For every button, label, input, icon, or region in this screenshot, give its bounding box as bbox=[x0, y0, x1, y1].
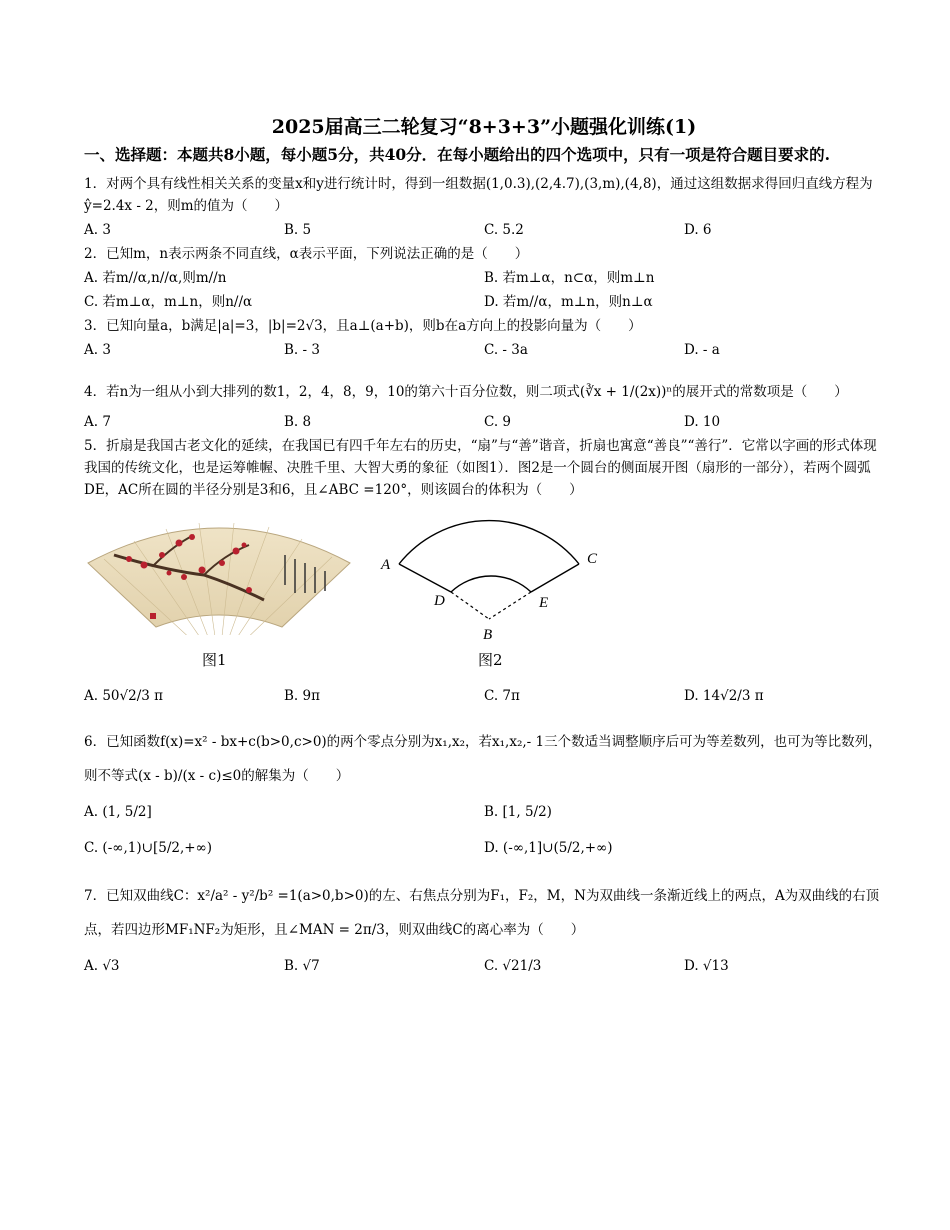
option-d: D. (-∞,1]∪(5/2,+∞) bbox=[484, 840, 613, 856]
section-heading: 一、选择题：本题共8小题，每小题5分，共40分．在每小题给出的四个选项中，只有一项是符合题目要求的. bbox=[84, 145, 831, 164]
question-6-stem: 6．已知函数f(x)=x² - bx+c(b>0,c>0)的两个零点分别为x₁,x₂，若x₁,x₂,- 1三个数适当调整顺序后可为等差数列，也可为等比数列，则不等式(x - b)/(x - c)≤0的解集为（ ） bbox=[84, 734, 882, 784]
option-b: B. 5 bbox=[284, 222, 312, 238]
option-a: A. 若m//α,n//α,则m//n bbox=[84, 270, 227, 286]
question-2-options-row1 bbox=[84, 267, 884, 289]
label-e: E bbox=[539, 595, 549, 611]
option-a: A. 50√2/3 π bbox=[84, 688, 164, 704]
question-4-options bbox=[84, 411, 884, 433]
option-c: C. √21/3 bbox=[484, 958, 542, 974]
question-7-options bbox=[84, 949, 884, 983]
question-5-figures bbox=[84, 507, 884, 677]
option-d: D. 6 bbox=[684, 222, 712, 238]
page-title: 2025届高三二轮复习“8+3+3”小题强化训练(1) bbox=[271, 116, 697, 138]
question-4-stem: 4．若n为一组从小到大排列的数1，2，4，8，9，10的第六十百分位数，则二项式(∛x + 1/(2x))ⁿ的展开式的常数项是（ ） bbox=[84, 384, 848, 400]
option-b: B. 若m⊥α，n⊂α，则m⊥n bbox=[484, 270, 655, 286]
question-1-options bbox=[84, 219, 884, 241]
option-a: A. 7 bbox=[84, 414, 111, 430]
figure-1-caption: 图1 bbox=[202, 651, 227, 669]
option-d: D. 10 bbox=[684, 414, 721, 430]
option-a: A. 3 bbox=[84, 342, 111, 358]
option-a: A. √3 bbox=[84, 958, 120, 974]
option-d: D. 若m//α，m⊥n，则n⊥α bbox=[484, 294, 653, 310]
figure-2-caption: 图2 bbox=[478, 651, 503, 669]
exam-page bbox=[84, 112, 884, 985]
folding-fan-image bbox=[84, 515, 354, 635]
option-b: B. [1, 5/2) bbox=[484, 804, 552, 820]
question-2-stem: 2．已知m，n表示两条不同直线，α表示平面，下列说法正确的是（ ） bbox=[84, 246, 529, 262]
question-3-options bbox=[84, 339, 884, 361]
option-b: B. - 3 bbox=[284, 342, 320, 358]
question-3-stem: 3．已知向量a，b满足|a|=3，|b|=2√3，且a⊥(a+b)，则b在a方向上的投影向量为（ ） bbox=[84, 318, 642, 334]
question-6-options-row1 bbox=[84, 795, 884, 829]
option-c: C. 若m⊥α，m⊥n，则n//α bbox=[84, 294, 253, 310]
question-2-options-row2 bbox=[84, 291, 884, 313]
option-b: B. √7 bbox=[284, 958, 320, 974]
option-b: B. 9π bbox=[284, 688, 320, 704]
sector-diagram bbox=[379, 507, 609, 642]
option-c: C. - 3a bbox=[484, 342, 528, 358]
option-a: A. 3 bbox=[84, 222, 111, 238]
question-1-stem: 1．对两个具有线性相关关系的变量x和y进行统计时，得到一组数据(1,0.3),(2,4.7),(3,m),(4,8)，通过这组数据求得回归直线方程为ŷ=2.4x - 2，则m的值为（ ） bbox=[84, 176, 873, 214]
option-b: B. 8 bbox=[284, 414, 312, 430]
option-c: C. 9 bbox=[484, 414, 512, 430]
option-c: C. 5.2 bbox=[484, 222, 524, 238]
option-d: D. - a bbox=[684, 342, 720, 358]
question-5-options bbox=[84, 681, 884, 711]
option-c: C. 7π bbox=[484, 688, 520, 704]
label-b: B bbox=[483, 627, 493, 642]
label-c: C bbox=[587, 551, 598, 567]
question-7-stem: 7．已知双曲线C：x²/a² - y²/b² =1(a>0,b>0)的左、右焦点分别为F₁，F₂，M，N为双曲线一条渐近线上的两点，A为双曲线的右顶点，若四边形MF₁NF₂为矩形，且∠MAN = 2π/3，则双曲线C的离心率为（ ） bbox=[84, 888, 880, 938]
question-5-stem: 5．折扇是我国古老文化的延续，在我国已有四千年左右的历史，“扇”与“善”谐音，折扇也寓意“善良”“善行”．它常以字画的形式体现我国的传统文化，也是运筹帷幄、决胜千里、大智大勇的象征（如图1）．图2是一个圆台的侧面展开图（扇形的一部分），若两个圆弧DE，AC所在圆的半径分别是3和6，且∠ABC =120°，则该圆台的体积为（ ） bbox=[84, 438, 877, 498]
option-c: C. (-∞,1)∪[5/2,+∞) bbox=[84, 840, 213, 856]
option-a: A. (1, 5/2] bbox=[84, 804, 152, 820]
label-d: D bbox=[434, 593, 445, 609]
label-a: A bbox=[381, 557, 391, 573]
option-d: D. √13 bbox=[684, 958, 729, 974]
question-6-options-row2 bbox=[84, 831, 884, 865]
option-d: D. 14√2/3 π bbox=[684, 688, 764, 704]
